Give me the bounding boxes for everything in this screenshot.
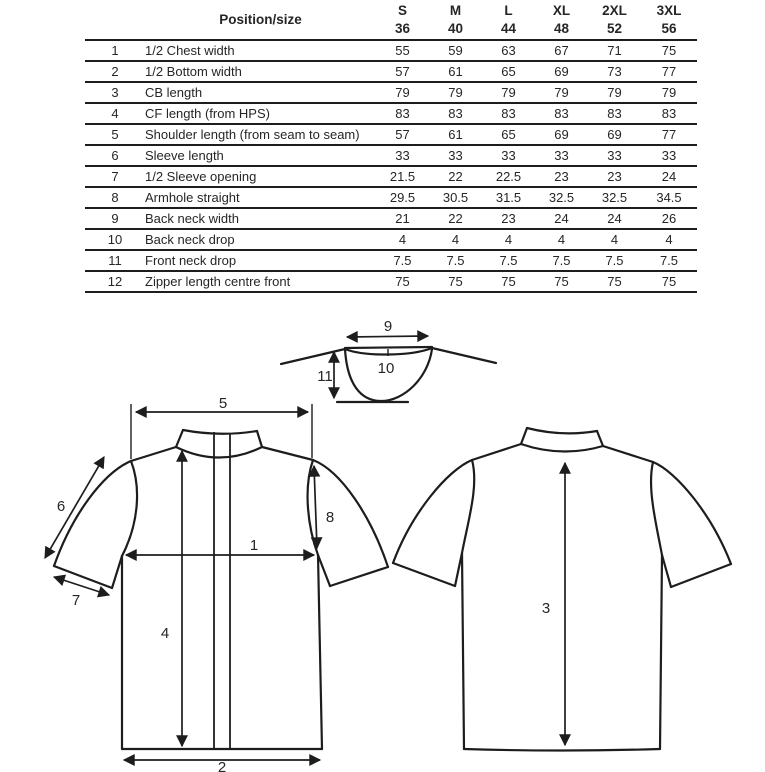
back-right-cuff xyxy=(671,564,731,587)
row-value: 69 xyxy=(607,127,622,142)
row-value: 75 xyxy=(501,274,516,289)
back-left-shoulder-seam xyxy=(472,444,521,460)
table-row xyxy=(85,103,697,124)
row-value: 65 xyxy=(501,64,516,79)
row-value: 83 xyxy=(501,106,516,121)
collar-detail-drawing xyxy=(281,318,496,402)
label-back-neck-width: 9 xyxy=(383,318,393,335)
back-collar-left-side xyxy=(521,428,527,444)
row-value: 75 xyxy=(554,274,569,289)
row-label: 1/2 Sleeve opening xyxy=(145,169,257,184)
garment-diagram xyxy=(0,300,765,772)
size-letter: 3XL xyxy=(656,2,682,18)
table-row xyxy=(85,145,697,166)
row-value: 33 xyxy=(554,148,569,163)
size-column-header-2XL xyxy=(588,0,641,40)
row-label: Back neck width xyxy=(145,211,239,226)
back-neck-width-arrow xyxy=(347,336,428,337)
row-value: 33 xyxy=(395,148,410,163)
size-number: 40 xyxy=(447,20,464,36)
back-collar-right-side xyxy=(597,431,603,446)
collar-right-shoulder-line xyxy=(432,348,496,363)
front-view-drawing xyxy=(45,395,388,772)
row-value: 75 xyxy=(395,274,410,289)
back-view-drawing xyxy=(393,428,731,751)
row-value: 69 xyxy=(554,64,569,79)
back-right-sleeve-outer xyxy=(653,462,731,564)
back-hem xyxy=(464,749,660,751)
row-number: 6 xyxy=(111,148,119,163)
size-number: 48 xyxy=(553,20,570,36)
row-label: 1/2 Chest width xyxy=(145,43,235,58)
row-value: 67 xyxy=(554,43,569,58)
row-value: 31.5 xyxy=(495,190,522,205)
row-value: 61 xyxy=(448,64,463,79)
size-column-header-L xyxy=(482,0,535,40)
row-number: 2 xyxy=(111,64,119,79)
row-value: 79 xyxy=(607,85,622,100)
row-value: 7.5 xyxy=(552,253,571,268)
row-value: 22 xyxy=(448,211,463,226)
row-value: 79 xyxy=(554,85,569,100)
armhole-arrow xyxy=(314,466,317,548)
row-value: 71 xyxy=(607,43,622,58)
row-value: 24 xyxy=(661,169,677,184)
row-value: 21.5 xyxy=(389,169,416,184)
row-value: 4 xyxy=(504,232,513,247)
row-label: CF length (from HPS) xyxy=(145,106,270,121)
front-collar-seam xyxy=(176,447,262,458)
row-value: 57 xyxy=(395,64,410,79)
row-value: 32.5 xyxy=(548,190,575,205)
row-value: 7.5 xyxy=(446,253,465,268)
front-left-armhole xyxy=(122,461,137,556)
size-number: 56 xyxy=(661,20,677,36)
size-letter: S xyxy=(397,2,407,18)
label-back-neck-drop: 10 xyxy=(377,360,395,377)
front-collar-top xyxy=(183,430,257,434)
row-number: 5 xyxy=(111,127,119,142)
size-letter: M xyxy=(449,2,462,18)
row-value: 23 xyxy=(501,211,516,226)
row-label: CB length xyxy=(145,85,203,100)
row-value: 7.5 xyxy=(605,253,624,268)
header-row xyxy=(85,0,697,40)
front-right-underarm xyxy=(318,555,330,586)
back-collar-top xyxy=(527,428,597,433)
row-label: Back neck drop xyxy=(145,232,235,247)
row-number: 10 xyxy=(107,232,123,247)
back-right-armhole xyxy=(651,462,662,555)
label-shoulder: 5 xyxy=(218,395,228,412)
front-collar-left-side xyxy=(176,430,183,447)
row-number: 7 xyxy=(111,169,119,184)
back-right-underarm xyxy=(662,555,671,587)
front-left-cuff xyxy=(54,566,112,588)
row-value: 75 xyxy=(607,274,622,289)
front-left-underarm xyxy=(112,556,122,588)
row-value: 7.5 xyxy=(659,253,679,268)
front-collar-right-side xyxy=(257,431,262,447)
row-value: 33 xyxy=(607,148,622,163)
row-value: 4 xyxy=(451,232,460,247)
row-value: 23 xyxy=(554,169,569,184)
row-label: Sleeve length xyxy=(145,148,224,163)
row-value: 33 xyxy=(501,148,516,163)
row-value: 65 xyxy=(501,127,516,142)
row-value: 30.5 xyxy=(442,190,469,205)
front-right-shoulder-seam xyxy=(262,447,313,460)
table-row xyxy=(85,208,697,229)
row-number: 4 xyxy=(111,106,119,121)
row-value: 32.5 xyxy=(601,190,628,205)
back-collar-seam xyxy=(521,444,603,452)
back-right-side-seam xyxy=(660,555,662,749)
front-left-shoulder-seam xyxy=(131,447,176,461)
row-value: 23 xyxy=(607,169,622,184)
sleeve-opening-arrow xyxy=(54,577,109,595)
label-armhole: 8 xyxy=(325,509,335,526)
row-value: 75 xyxy=(661,43,677,58)
label-sleeve-length: 6 xyxy=(56,498,66,515)
row-number: 1 xyxy=(111,43,119,58)
collar-top-line xyxy=(345,347,432,348)
row-value: 63 xyxy=(501,43,516,58)
back-left-underarm xyxy=(455,553,462,586)
size-column-header-S xyxy=(376,0,429,40)
table-row xyxy=(85,61,697,82)
row-value: 75 xyxy=(448,274,463,289)
row-value: 7.5 xyxy=(499,253,518,268)
row-number: 12 xyxy=(107,274,123,289)
row-value: 22.5 xyxy=(495,169,522,184)
size-letter: 2XL xyxy=(602,2,627,18)
row-value: 33 xyxy=(661,148,677,163)
row-label: Front neck drop xyxy=(145,253,237,268)
row-value: 4 xyxy=(557,232,566,247)
size-column-header-XL xyxy=(535,0,588,40)
row-value: 4 xyxy=(398,232,407,247)
row-value: 83 xyxy=(661,106,677,121)
row-value: 4 xyxy=(610,232,619,247)
table-row xyxy=(85,124,697,145)
row-value: 34.5 xyxy=(656,190,682,205)
label-half-bottom: 2 xyxy=(217,759,227,772)
row-value: 21 xyxy=(395,211,410,226)
size-number: 44 xyxy=(500,20,517,36)
back-left-side-seam xyxy=(462,553,464,749)
label-sleeve-opening: 7 xyxy=(71,592,81,609)
row-value: 77 xyxy=(661,127,677,142)
size-number: 36 xyxy=(394,20,411,36)
table-row xyxy=(85,166,697,187)
table-body xyxy=(85,40,697,292)
row-value: 69 xyxy=(554,127,569,142)
front-right-side-seam xyxy=(318,555,322,749)
row-value: 75 xyxy=(661,274,677,289)
row-value: 77 xyxy=(661,64,677,79)
table-row xyxy=(85,229,697,250)
row-label: Shoulder length (from seam to seam) xyxy=(145,127,360,142)
row-value: 57 xyxy=(395,127,410,142)
table-row xyxy=(85,271,697,292)
row-value: 29.5 xyxy=(389,190,416,205)
table-row xyxy=(85,40,697,61)
row-value: 4 xyxy=(665,232,673,247)
row-value: 24 xyxy=(554,211,569,226)
row-value: 55 xyxy=(395,43,410,58)
sleeve-length-arrow xyxy=(45,457,104,558)
row-value: 33 xyxy=(448,148,463,163)
front-right-sleeve-outer xyxy=(313,460,388,567)
table-row xyxy=(85,187,697,208)
row-number: 8 xyxy=(111,190,119,205)
row-value: 83 xyxy=(554,106,569,121)
header-num-spacer xyxy=(85,0,145,40)
back-right-shoulder-seam xyxy=(603,446,653,462)
back-left-armhole xyxy=(462,460,474,553)
row-value: 83 xyxy=(448,106,463,121)
size-number: 52 xyxy=(606,20,623,36)
position-size-header: Position/size xyxy=(219,12,302,27)
row-label: Zipper length centre front xyxy=(145,274,291,289)
row-value: 79 xyxy=(501,85,516,100)
table-row xyxy=(85,82,697,103)
row-value: 73 xyxy=(607,64,622,79)
row-value: 83 xyxy=(607,106,622,121)
size-letter: XL xyxy=(552,2,571,18)
size-column-header-3XL xyxy=(641,0,697,40)
back-left-sleeve-outer xyxy=(393,460,472,563)
size-letter: L xyxy=(504,2,513,18)
table-row xyxy=(85,250,697,271)
row-value: 59 xyxy=(448,43,463,58)
label-cf-length: 4 xyxy=(160,625,170,642)
row-number: 3 xyxy=(111,85,119,100)
row-label: Armhole straight xyxy=(145,190,240,205)
row-label: 1/2 Bottom width xyxy=(145,64,242,79)
row-value: 79 xyxy=(661,85,677,100)
row-number: 9 xyxy=(111,211,119,226)
row-value: 79 xyxy=(448,85,463,100)
row-value: 61 xyxy=(448,127,463,142)
back-left-cuff xyxy=(393,563,455,586)
label-front-neck-drop: 11 xyxy=(317,368,333,385)
label-half-chest: 1 xyxy=(249,537,259,554)
row-value: 24 xyxy=(607,211,622,226)
front-right-cuff xyxy=(330,567,388,586)
row-value: 79 xyxy=(395,85,410,100)
row-value: 7.5 xyxy=(393,253,412,268)
collar-left-shoulder-line xyxy=(281,349,345,364)
label-cb-length: 3 xyxy=(541,600,551,617)
size-column-header-M xyxy=(429,0,482,40)
row-number: 11 xyxy=(108,253,122,268)
row-value: 26 xyxy=(661,211,677,226)
row-value: 83 xyxy=(395,106,410,121)
size-chart-table xyxy=(85,0,697,293)
row-value: 22 xyxy=(448,169,463,184)
